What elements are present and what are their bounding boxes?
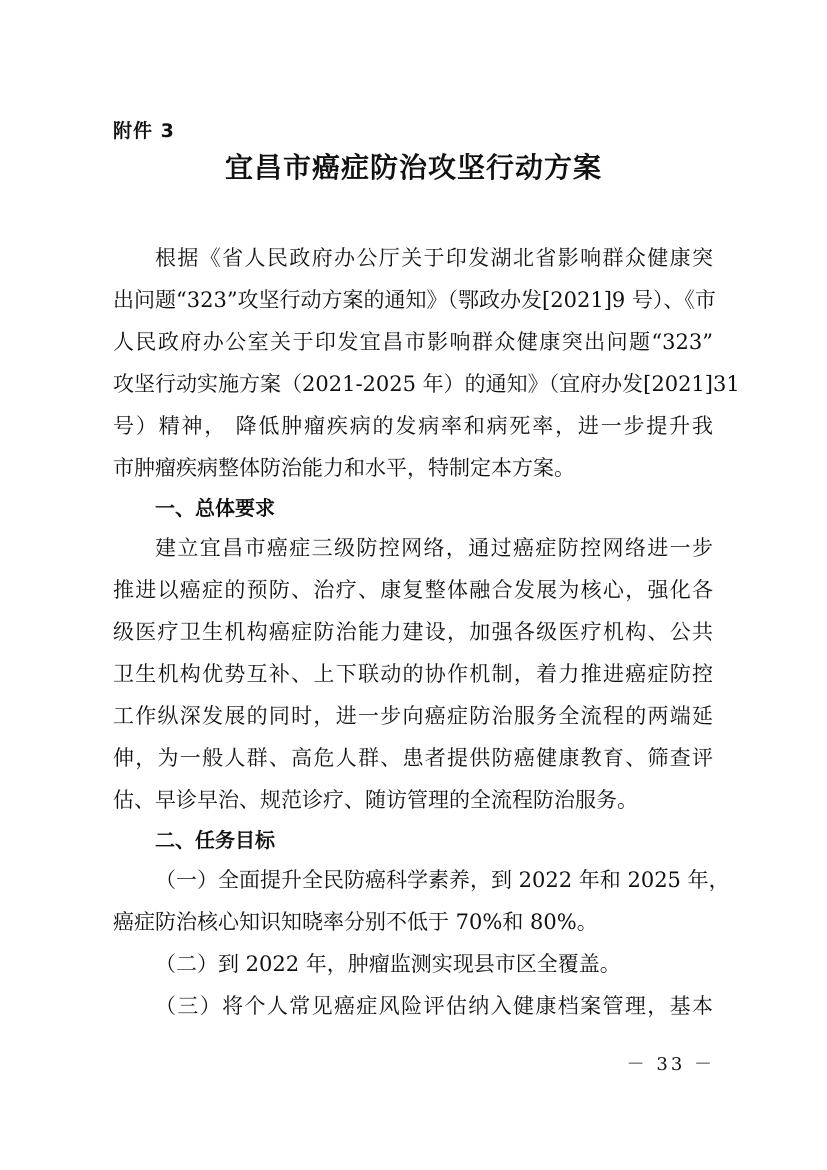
intro-line: 市肿瘤疾病整体防治能力和水平，特制定本方案。 xyxy=(113,456,575,480)
intro-line: 攻坚行动实施方案（2021-2025 年）的通知》（宜府办发[2021]31 xyxy=(113,372,740,396)
section-heading-task-goals: 二、任务目标 xyxy=(155,828,275,852)
goal-item-1-line: 癌症防治核心知识知晓率分别不低于 70%和 80%。 xyxy=(113,910,598,934)
goal-item-2: （二）到 2022 年，肿瘤监测实现县市区全覆盖。 xyxy=(155,952,621,976)
section1-line: 级医疗卫生机构癌症防治能力建设，加强各级医疗机构、公共 xyxy=(113,620,713,644)
section1-line: 伸，为一般人群、高危人群、患者提供防癌健康教育、筛查评 xyxy=(113,746,713,770)
goal-item-1-line: （一）全面提升全民防癌科学素养，到 2022 年和 2025 年， xyxy=(155,868,730,892)
section1-line: 建立宜昌市癌症三级防控网络，通过癌症防控网络进一步 xyxy=(155,536,713,560)
attachment-label: 附件 3 xyxy=(113,120,175,142)
intro-line: 号）精神， 降低肿瘤疾病的发病率和病死率，进一步提升我 xyxy=(113,414,713,438)
intro-line: 出问题“323”攻坚行动方案的通知》（鄂政办发[2021]9 号）、《市 xyxy=(113,288,716,312)
section1-line: 卫生机构优势互补、上下联动的协作机制，着力推进癌症防控 xyxy=(113,662,713,686)
document-title: 宜昌市癌症防治攻坚行动方案 xyxy=(224,151,602,184)
goal-item-3: （三）将个人常见癌症风险评估纳入健康档案管理，基本 xyxy=(155,994,713,1018)
section-heading-general-requirements: 一、总体要求 xyxy=(155,496,275,520)
section1-line: 估、早诊早治、规范诊疗、随访管理的全流程防治服务。 xyxy=(113,788,638,812)
section1-line: 工作纵深发展的同时，进一步向癌症防治服务全流程的两端延 xyxy=(113,704,713,728)
intro-line: 人民政府办公室关于印发宜昌市影响群众健康突出问题“323” xyxy=(113,330,713,354)
page-number: － 33 － xyxy=(626,1054,715,1075)
section1-line: 推进以癌症的预防、治疗、康复整体融合发展为核心，强化各 xyxy=(113,578,713,602)
intro-line: 根据《省人民政府办公厅关于印发湖北省影响群众健康突 xyxy=(155,246,713,270)
